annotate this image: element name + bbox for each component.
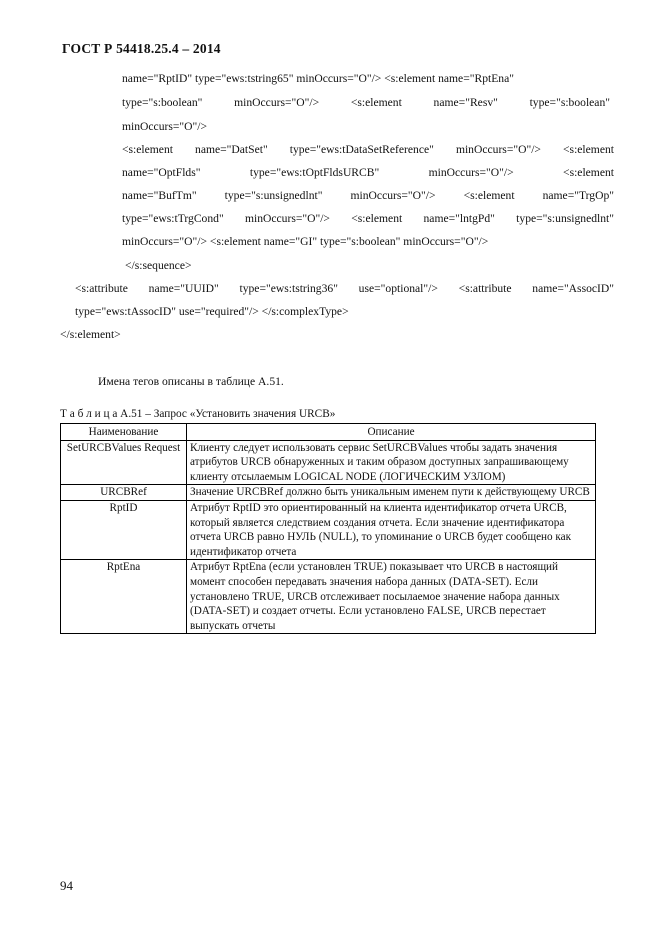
column-header-name: Наименование xyxy=(61,424,187,441)
code-line: minOccurs="O"/> <s:element name="GI" type="s:boolean" minOccurs="O"/> xyxy=(122,235,489,248)
table-caption: Т а б л и ц а А.51 – Запрос «Установить значения URCB» xyxy=(60,408,336,420)
code-line: type="ews:tTrgCond" minOccurs="O"/> <s:element name="lntgPd" type="s:unsignedlnt" xyxy=(122,212,614,225)
cell-description: Значение URCBRef должно быть уникальным именем пути к действующему URCB xyxy=(187,485,596,501)
code-line: type="ews:tAssocID" use="required"/> </s:complexType> xyxy=(75,305,349,318)
code-line: name="BufTm" type="s:unsignedlnt" minOccurs="O"/> <s:element name="TrgOp" xyxy=(122,189,614,202)
table-header-row xyxy=(61,424,596,441)
cell-name: SetURCBValues Request xyxy=(61,440,187,485)
cell-name: URCBRef xyxy=(61,485,187,501)
code-line: <s:element name="DatSet" type="ews:tDataSetReference" minOccurs="O"/> <s:element xyxy=(122,143,614,156)
cell-description: Атрибут RptID это ориентированный на клиента идентификатор отчета URCB, который является следствием создания отчета. Если значение идентификатора отчета URCB равно НУЛЬ (NULL), то упоминание о URCB будет сообщено как идентификатор отчета xyxy=(187,500,596,559)
code-line: <s:attribute name="UUID" type="ews:tstring36" use="optional"/> <s:attribute name="AssocID" xyxy=(75,282,614,295)
column-header-description: Описание xyxy=(187,424,596,441)
code-line: </s:element> xyxy=(60,328,121,341)
page-number: 94 xyxy=(60,878,73,893)
code-line: name="OptFlds" type="ews:tOptFldsURCB" minOccurs="O"/> <s:element xyxy=(122,166,614,179)
code-line: type="s:boolean" minOccurs="O"/> <s:element name="Resv" type="s:boolean" xyxy=(122,96,610,109)
table-row xyxy=(61,485,596,501)
cell-description: Клиенту следует использовать сервис SetURCBValues чтобы задать значения атрибутов URCB обнаруженных и таким образом доступных запрашивающему клиенту отсылаемым LOGICAL NODE (ЛОГИЧЕСКИМ УЗЛОМ) xyxy=(187,440,596,485)
code-line: minOccurs="O"/> xyxy=(122,120,208,133)
urcb-request-table xyxy=(60,423,596,634)
document-header: ГОСТ Р 54418.25.4 – 2014 xyxy=(62,41,221,56)
table-row xyxy=(61,440,596,485)
cell-name: RptEna xyxy=(61,560,187,634)
cell-description: Атрибут RptEna (если установлен TRUE) показывает что URCB в настоящий момент способен передавать значения набора данных (DATA-SET). Если установлено TRUE, URCB отслеживает посылаемое значение набора данных (DATA-SET) и создает отчеты. Если установлено FALSE, URCB перестает выпускать отчеты xyxy=(187,560,596,634)
table-reference-note: Имена тегов описаны в таблице А.51. xyxy=(98,375,284,388)
code-line: name="RptID" type="ews:tstring65" minOccurs="O"/> <s:element name="RptEna" xyxy=(122,72,514,85)
table-row xyxy=(61,500,596,559)
code-line: </s:sequence> xyxy=(125,259,192,272)
cell-name: RptID xyxy=(61,500,187,559)
table-row xyxy=(61,560,596,634)
